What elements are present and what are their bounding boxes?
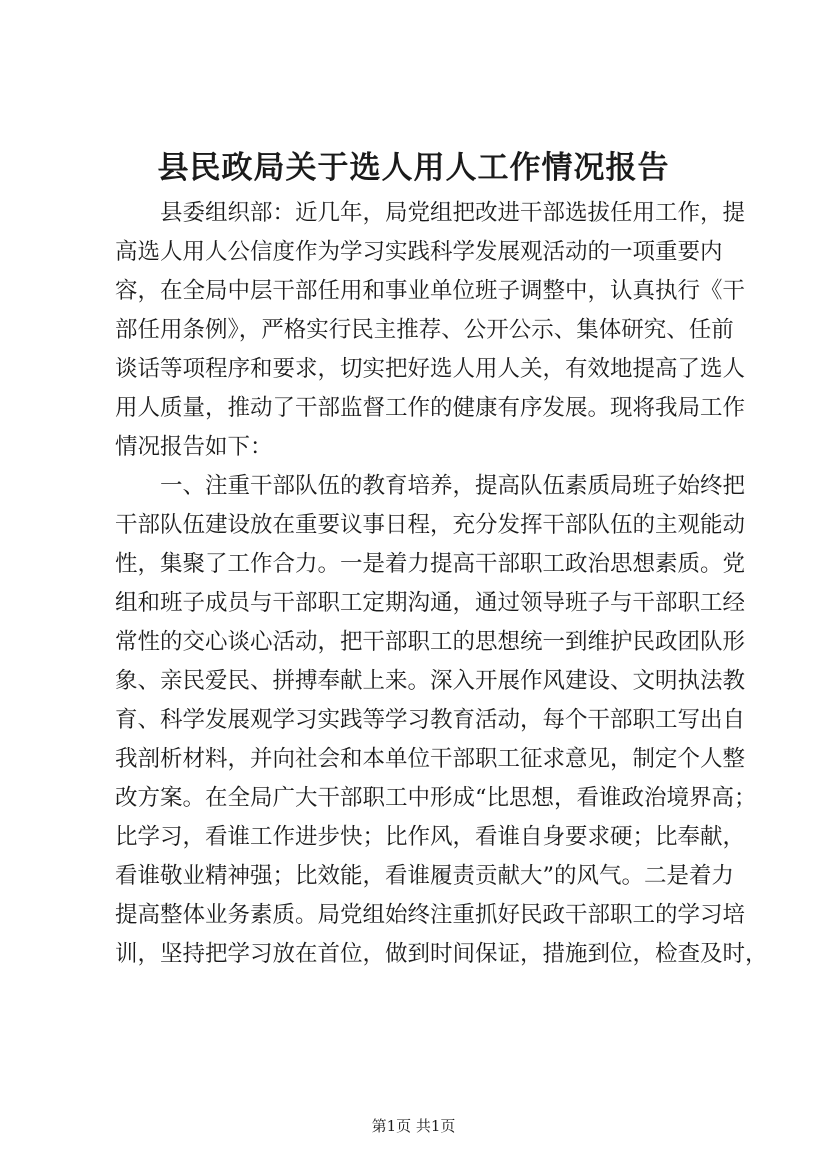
paragraph-line: 部任用条例》，严格实行民主推荐、公开公示、集体研究、任前 bbox=[115, 317, 734, 343]
paragraph-line: 干部队伍建设放在重要议事日程，充分发挥干部队伍的主观能动 bbox=[115, 512, 746, 538]
paragraph-line: 我剖析材料，并向社会和本单位干部职工征求意见，制定个人整 bbox=[115, 746, 746, 772]
paragraph-line: 象、亲民爱民、拼搏奉献上来。深入开展作风建设、文明执法教 bbox=[115, 668, 746, 694]
paragraph-line: 高选人用人公信度作为学习实践科学发展观活动的一项重要内 bbox=[115, 239, 723, 265]
paragraph-line: 组和班子成员与干部职工定期沟通，通过领导班子与干部职工经 bbox=[115, 590, 746, 616]
paragraph-line: 县委组织部：近几年，局党组把改进干部选拔任用工作，提 bbox=[160, 200, 746, 226]
page-number-footer: 第1页 共1页 bbox=[371, 1117, 456, 1135]
paragraph-line: 看谁敬业精神强；比效能，看谁履责贡献大”的风气。二是着力 bbox=[115, 863, 735, 889]
document-body bbox=[115, 194, 768, 974]
paragraph-line: 容，在全局中层干部任用和事业单位班子调整中，认真执行《干 bbox=[115, 278, 746, 304]
paragraph-line: 常性的交心谈心活动，把干部职工的思想统一到维护民政团队形 bbox=[115, 629, 746, 655]
paragraph-line: 谈话等项程序和要求，切实把好选人用人关，有效地提高了选人 bbox=[115, 356, 746, 382]
paragraph-line: 一、注重干部队伍的教育培养，提高队伍素质局班子始终把 bbox=[160, 473, 746, 499]
paragraph-line: 提高整体业务素质。局党组始终注重抓好民政干部职工的学习培 bbox=[115, 902, 746, 928]
paragraph-line: 育、科学发展观学习实践等学习教育活动，每个干部职工写出自 bbox=[115, 707, 746, 733]
paragraph-line: 改方案。在全局广大干部职工中形成“比思想，看谁政治境界高； bbox=[115, 785, 757, 811]
paragraph-line: 性，集聚了工作合力。一是着力提高干部职工政治思想素质。党 bbox=[115, 551, 746, 577]
document-title: 县民政局关于选人用人工作情况报告 bbox=[157, 150, 670, 186]
paragraph-line: 情况报告如下： bbox=[115, 434, 273, 460]
paragraph-line: 训，坚持把学习放在首位，做到时间保证，措施到位，检查及时， bbox=[115, 941, 768, 967]
paragraph-line: 用人质量，推动了干部监督工作的健康有序发展。现将我局工作 bbox=[115, 395, 746, 421]
paragraph-line: 比学习，看谁工作进步快；比作风，看谁自身要求硬；比奉献， bbox=[115, 824, 746, 850]
